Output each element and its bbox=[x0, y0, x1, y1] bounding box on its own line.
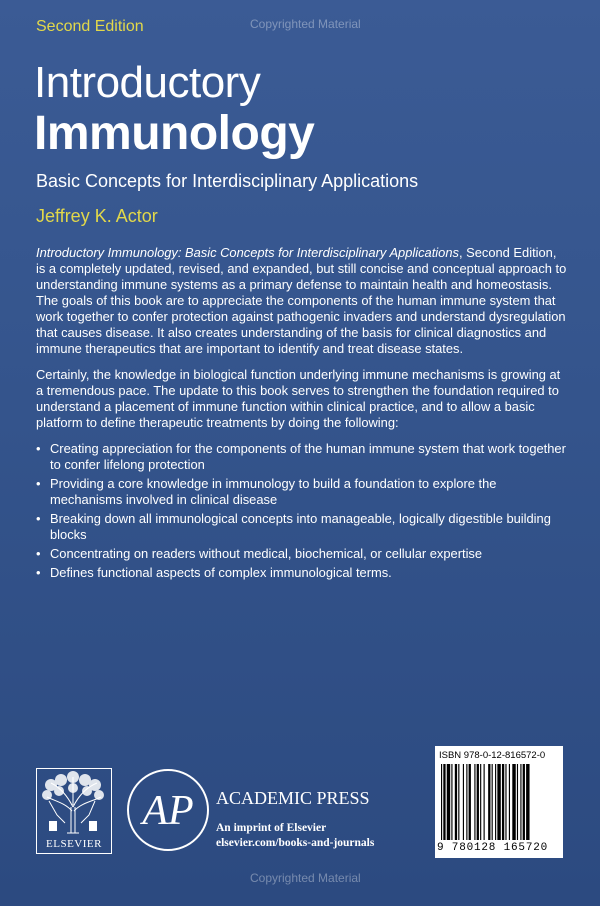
barcode-bar bbox=[520, 764, 521, 840]
ap-mark: AP bbox=[142, 788, 194, 834]
publisher-website: elsevier.com/books-and-journals bbox=[216, 837, 375, 849]
description bbox=[36, 245, 568, 584]
publisher-name: ACADEMIC PRESS bbox=[216, 788, 370, 808]
description-paragraph-2: Certainly, the knowledge in biological function underlying immune mechanisms is growing at a tremendous pace. The update to this book serves to strengthen the foundation required to understand a placement of immune function within clinical practice, and to allow a basic platform to define therapeutic treatments by doing the following: bbox=[36, 367, 561, 430]
barcode-bar bbox=[469, 764, 471, 840]
barcode-bar bbox=[495, 764, 496, 840]
academic-press-logo-icon bbox=[126, 768, 210, 852]
description-paragraph-1-text: , Second Edition, is a completely updated, revised, and expanded, but still concise and conceptual approach to understanding immune systems as a primary defense to maintain health and homeostasis. The goals of this book are to appreciate the components of the human immune system that work together to confer protection against pathogenic invaders and understand dysregulation that causes disease. It also creates understanding of the basis for clinical diagnostics and immune therapeutics that are important to identify and treat disease states. bbox=[36, 245, 567, 356]
edition-label: Second Edition bbox=[36, 18, 144, 35]
book-title-italic: Introductory Immunology: Basic Concepts for Interdisciplinary Applications bbox=[36, 245, 459, 260]
barcode-bar bbox=[517, 764, 518, 840]
barcode-bar bbox=[447, 764, 450, 840]
elsevier-tree-icon bbox=[37, 771, 110, 837]
barcode-bar bbox=[463, 764, 464, 840]
title-line-1: Introductory bbox=[34, 58, 261, 107]
barcode-bar bbox=[502, 764, 504, 840]
watermark-top: Copyrighted Material bbox=[250, 17, 361, 31]
elsevier-logo bbox=[36, 768, 112, 854]
author-name: Jeffrey K. Actor bbox=[36, 206, 158, 226]
title-line-2: Immunology bbox=[34, 107, 315, 160]
isbn-number: 9 780128 165720 bbox=[437, 842, 549, 854]
elsevier-label: ELSEVIER bbox=[46, 838, 102, 850]
barcode-bar bbox=[497, 764, 500, 840]
barcode-bar bbox=[523, 764, 525, 840]
feature-list bbox=[36, 441, 568, 581]
barcode-bar bbox=[477, 764, 479, 840]
barcode-bar bbox=[526, 764, 529, 840]
description-paragraph-1 bbox=[36, 245, 568, 357]
feature-item: • Providing a core knowledge in immunology to build a foundation to explore the mechanisms involved in clinical disease bbox=[36, 476, 568, 508]
barcode-bar bbox=[492, 764, 493, 840]
barcode-bar bbox=[480, 764, 481, 840]
watermark-bottom: Copyrighted Material bbox=[250, 871, 361, 885]
imprint-text: An imprint of Elsevier bbox=[216, 822, 327, 834]
barcode-bar bbox=[505, 764, 506, 840]
isbn-label: ISBN 978-0-12-816572-0 bbox=[439, 750, 546, 761]
feature-item: • Concentrating on readers without medical, biochemical, or cellular expertise bbox=[36, 546, 568, 562]
subtitle: Basic Concepts for Interdisciplinary Applications bbox=[36, 171, 419, 191]
barcode-box bbox=[435, 746, 563, 858]
feature-item: • Breaking down all immunological concepts into manageable, logically digestible building blocks bbox=[36, 511, 568, 543]
barcode-bar bbox=[451, 764, 452, 840]
barcode-bar bbox=[512, 764, 515, 840]
barcode-bar bbox=[474, 764, 475, 840]
barcode-bar bbox=[509, 764, 510, 840]
barcode-bar bbox=[458, 764, 459, 840]
feature-item: • Creating appreciation for the components of the human immune system that work together to confer lifelong protection bbox=[36, 441, 568, 473]
barcode-bar bbox=[484, 764, 485, 840]
barcode-bar bbox=[488, 764, 490, 840]
feature-item: • Defines functional aspects of complex immunological terms. bbox=[36, 565, 568, 581]
barcode-bar bbox=[441, 764, 442, 840]
barcode-icon bbox=[441, 764, 557, 840]
barcode-bar bbox=[466, 764, 467, 840]
barcode-bar bbox=[455, 764, 457, 840]
barcode-bar bbox=[443, 764, 445, 840]
